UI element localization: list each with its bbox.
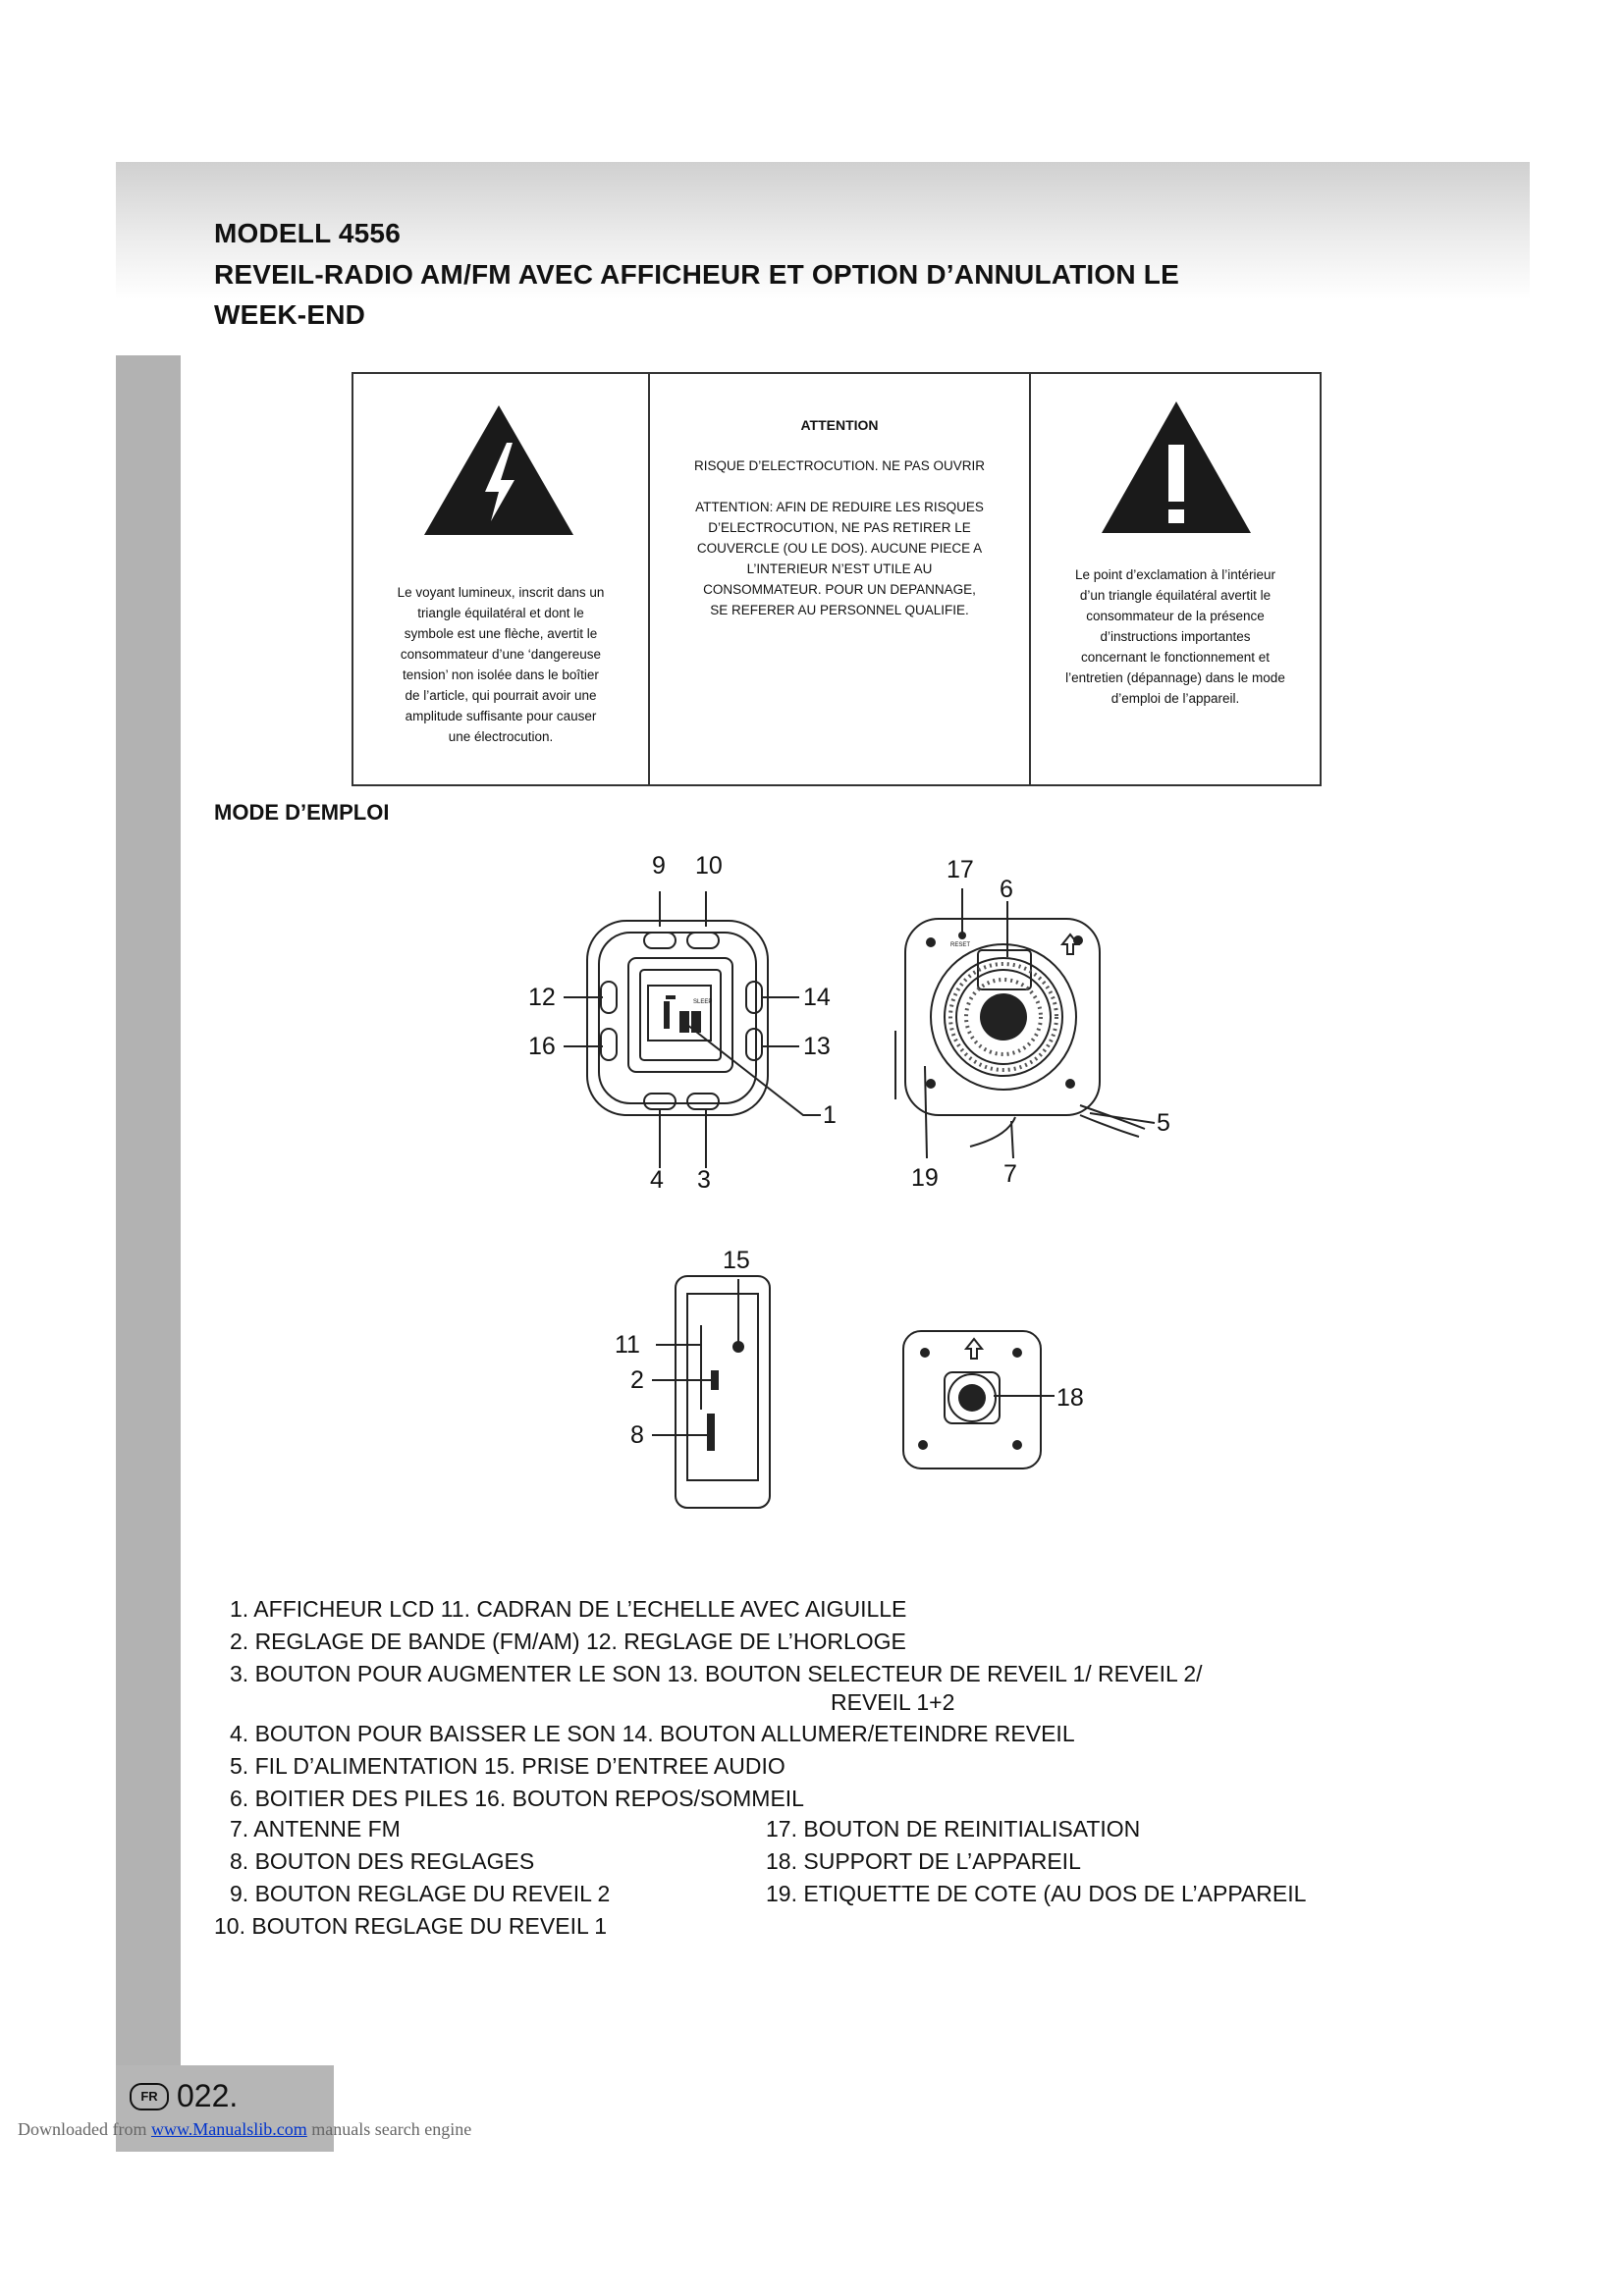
- callout-16: 16: [528, 1033, 556, 1060]
- manualslib-link[interactable]: www.Manualslib.com: [150, 2119, 307, 2139]
- legend-item-18: 18. SUPPORT DE L’APPAREIL: [766, 1848, 1081, 1874]
- callout-3: 3: [697, 1166, 711, 1194]
- callout-2: 2: [630, 1366, 644, 1394]
- legend-row-5: 5. FIL D’ALIMENTATION 15. PRISE D’ENTREE AUDIO: [230, 1753, 785, 1779]
- callout-7: 7: [1003, 1160, 1017, 1188]
- warning-exclamation-text: Le point d’exclamation à l’intérieur d’un triangle équilatéral avertit le consommateur de la présence d’instructions importantes concernant le fonctionnement et l’entretien (dépannage) dans le mode d’emploi de l’appareil.: [1065, 567, 1285, 706]
- product-title-line2: WEEK-END: [214, 299, 366, 330]
- legend-item-7: 7. ANTENNE FM: [230, 1816, 401, 1842]
- reset-label: RESET: [950, 942, 971, 948]
- attention-heading: ATTENTION: [800, 417, 879, 433]
- callout-10: 10: [695, 852, 723, 880]
- attention-text: ATTENTION: AFIN DE REDUIRE LES RISQUES D’ELECTROCUTION, NE PAS RETIRER LE COUVERCLE (OU LE DOS). AUCUNE PIECE A L’INTERIEUR N’EST UTILE AU CONSOMMATEUR. POUR UN DEPANNAGE, SE REFERER AU PERSONNEL QUALIFIE.: [695, 500, 984, 617]
- legend-row-1: 1. AFFICHEUR LCD 11. CADRAN DE L’ECHELLE AVEC AIGUILLE: [230, 1596, 907, 1622]
- page-number: [130, 2078, 238, 2114]
- model-title: MODELL 4556: [214, 218, 401, 248]
- legend-item-10: 10. BOUTON REGLAGE DU REVEIL 1: [214, 1913, 608, 1939]
- callout-17: 17: [947, 856, 974, 883]
- legend-row-4: 4. BOUTON POUR BAISSER LE SON 14. BOUTON ALLUMER/ETEINDRE REVEIL: [230, 1721, 1075, 1746]
- side-view-diagram: [652, 1276, 770, 1508]
- exclamation-triangle-icon: [1098, 398, 1255, 537]
- callout-19: 19: [911, 1164, 939, 1192]
- callout-8: 8: [630, 1421, 644, 1449]
- section-title: MODE D’EMPLOI: [214, 800, 390, 825]
- callout-14: 14: [803, 984, 831, 1011]
- risk-text: RISQUE D’ELECTROCUTION. NE PAS OUVRIR: [693, 458, 986, 473]
- language-badge: FR: [130, 2083, 169, 2110]
- side-bar: [116, 355, 181, 2152]
- up-arrow-icon: [966, 1339, 982, 1359]
- legend-item-9: 9. BOUTON REGLAGE DU REVEIL 2: [230, 1881, 611, 1906]
- product-diagrams: [491, 844, 1198, 1531]
- callout-5: 5: [1157, 1109, 1170, 1137]
- safety-warning-box: [352, 372, 1322, 786]
- callout-18: 18: [1056, 1384, 1084, 1412]
- callout-6: 6: [1000, 876, 1013, 903]
- legend-row-3: 3. BOUTON POUR AUGMENTER LE SON 13. BOUTON SELECTEUR DE REVEIL 1/ REVEIL 2/: [230, 1661, 1203, 1686]
- callout-11: 11: [615, 1331, 640, 1359]
- legend-row-2: 2. REGLAGE DE BANDE (FM/AM) 12. REGLAGE DE L’HORLOGE: [230, 1629, 906, 1654]
- warning-col-voltage: [353, 374, 650, 784]
- callout-13: 13: [803, 1033, 831, 1060]
- warning-col-exclamation: [1031, 374, 1320, 784]
- page-number-value: 022.: [177, 2078, 239, 2113]
- lightning-triangle-icon: [420, 401, 577, 539]
- product-title-line1: REVEIL-RADIO AM/FM AVEC AFFICHEUR ET OPTION D’ANNULATION LE: [214, 259, 1179, 290]
- warning-voltage-text: Le voyant lumineux, inscrit dans un triangle équilatéral et dont le symbole est une flèche, avertit le consommateur d’une ‘dangereuse tension’ non isolée dans le boîtier de l’article, qui pourrait avoir une amplitude suffisante pour causer une électrocution.: [397, 585, 605, 744]
- legend-item-17: 17. BOUTON DE REINITIALISATION: [766, 1816, 1141, 1842]
- legend-item-19: 19. ETIQUETTE DE COTE (AU DOS DE L’APPAREIL: [766, 1881, 1307, 1906]
- lcd-sleep-label: SLEEP: [693, 999, 713, 1005]
- legend-item-8: 8. BOUTON DES REGLAGES: [230, 1848, 535, 1874]
- callout-4: 4: [650, 1166, 664, 1194]
- warning-col-attention: [650, 374, 1031, 784]
- callout-1: 1: [823, 1101, 837, 1129]
- footer-suffix: manuals search engine: [306, 2119, 472, 2139]
- footer-prefix: Downloaded from: [18, 2119, 151, 2139]
- callout-9: 9: [652, 852, 666, 880]
- callout-15: 15: [723, 1247, 750, 1274]
- download-footer: [18, 2119, 471, 2140]
- legend-row-3-continued: REVEIL 1+2: [831, 1689, 955, 1715]
- callout-12: 12: [528, 984, 556, 1011]
- legend-row-6: 6. BOITIER DES PILES 16. BOUTON REPOS/SOMMEIL: [230, 1786, 804, 1811]
